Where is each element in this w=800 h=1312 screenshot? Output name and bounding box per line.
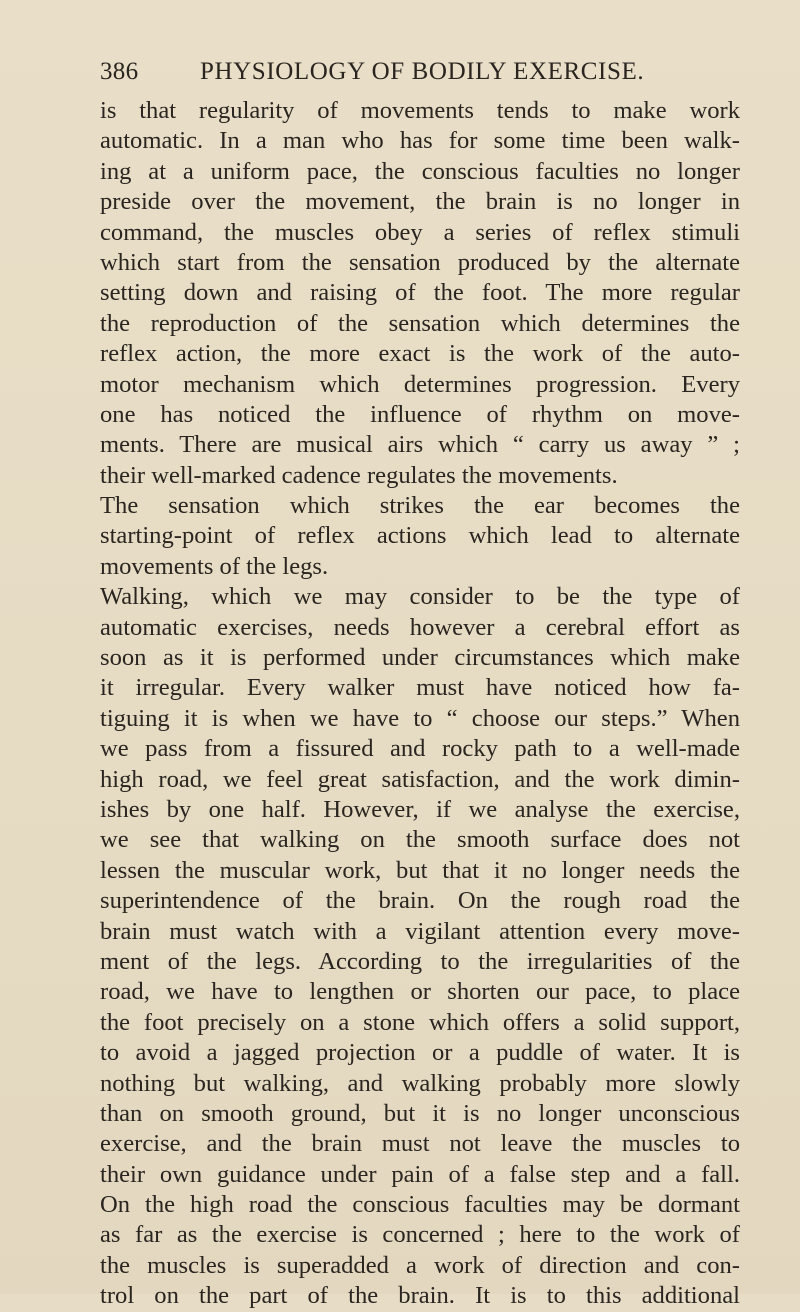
text-line: nothing but walking, and walking probably more slowly — [100, 1069, 740, 1097]
text-line: it irregular. Every walker must have noticed how fa- — [100, 674, 740, 702]
text-line: automatic exercises, needs however a cerebral effort as — [100, 613, 740, 641]
text-line: high road, we feel great satisfaction, and the work dimin- — [100, 765, 740, 793]
text-line: movements of the legs. — [100, 552, 329, 580]
text-line: their own guidance under pain of a false step and a fall. — [100, 1160, 740, 1188]
text-line: exercise, and the brain must not leave the muscles to — [100, 1130, 740, 1158]
text-line: their well-marked cadence regulates the movements. — [100, 461, 618, 489]
text-line: brain must watch with a vigilant attention every move- — [100, 917, 740, 945]
text-line: as far as the exercise is concerned ; here to the work of — [100, 1221, 740, 1249]
text-line: trol on the part of the brain. It is to this additional — [100, 1282, 740, 1310]
text-line: one has noticed the influence of rhythm on move- — [100, 400, 740, 428]
text-line: On the high road the conscious faculties may be dormant — [100, 1191, 740, 1219]
text-line: is that regularity of movements tends to make work — [100, 97, 740, 124]
text-line: than on smooth ground, but it is no longer unconscious — [100, 1099, 740, 1127]
text-line: road, we have to lengthen or shorten our pace, to place — [100, 978, 740, 1006]
text-line: the muscles is superadded a work of direction and con- — [100, 1251, 740, 1279]
text-line: Walking, which we may consider to be the type of — [100, 583, 740, 611]
text-line: ments. There are musical airs which “ carry us away ” ; — [100, 431, 740, 459]
text-line: command, the muscles obey a series of reflex stimuli — [100, 218, 740, 246]
text-line: which start from the sensation produced by the alternate — [100, 248, 740, 276]
text-line: ment of the legs. According to the irregularities of the — [100, 947, 740, 975]
text-line: reflex action, the more exact is the work of the auto- — [100, 340, 740, 368]
text-line: we pass from a fissured and rocky path to a well-made — [100, 735, 740, 763]
text-line: motor mechanism which determines progression. Every — [100, 370, 740, 398]
text-line: ing at a uniform pace, the conscious faculties no longer — [100, 157, 740, 185]
text-line: preside over the movement, the brain is no longer in — [100, 188, 740, 216]
text-line: to avoid a jagged projection or a puddle of water. It is — [100, 1039, 740, 1067]
text-line: tiguing it is when we have to “ choose our steps.” When — [100, 704, 740, 732]
text-line: automatic. In a man who has for some time been walk- — [100, 127, 740, 155]
body-text — [100, 96, 740, 1312]
text-line: we see that walking on the smooth surface does not — [100, 826, 740, 854]
text-line: lessen the muscular work, but that it no longer needs the — [100, 856, 740, 884]
text-line: The sensation which strikes the ear becomes the — [100, 492, 740, 520]
text-line: ishes by one half. However, if we analyse the exercise, — [100, 795, 740, 823]
running-head — [100, 58, 740, 92]
text-line: the reproduction of the sensation which determines the — [100, 309, 740, 337]
running-title: PHYSIOLOGY OF BODILY EXERCISE. — [200, 58, 645, 85]
text-line: soon as it is performed under circumstances which make — [100, 644, 740, 672]
text-line: the foot precisely on a stone which offers a solid support, — [100, 1008, 740, 1036]
page-number: 386 — [100, 58, 139, 85]
text-line: superintendence of the brain. On the rough road the — [100, 887, 740, 915]
text-line: starting-point of reflex actions which lead to alternate — [100, 522, 740, 550]
text-line: setting down and raising of the foot. The more regular — [100, 279, 740, 307]
